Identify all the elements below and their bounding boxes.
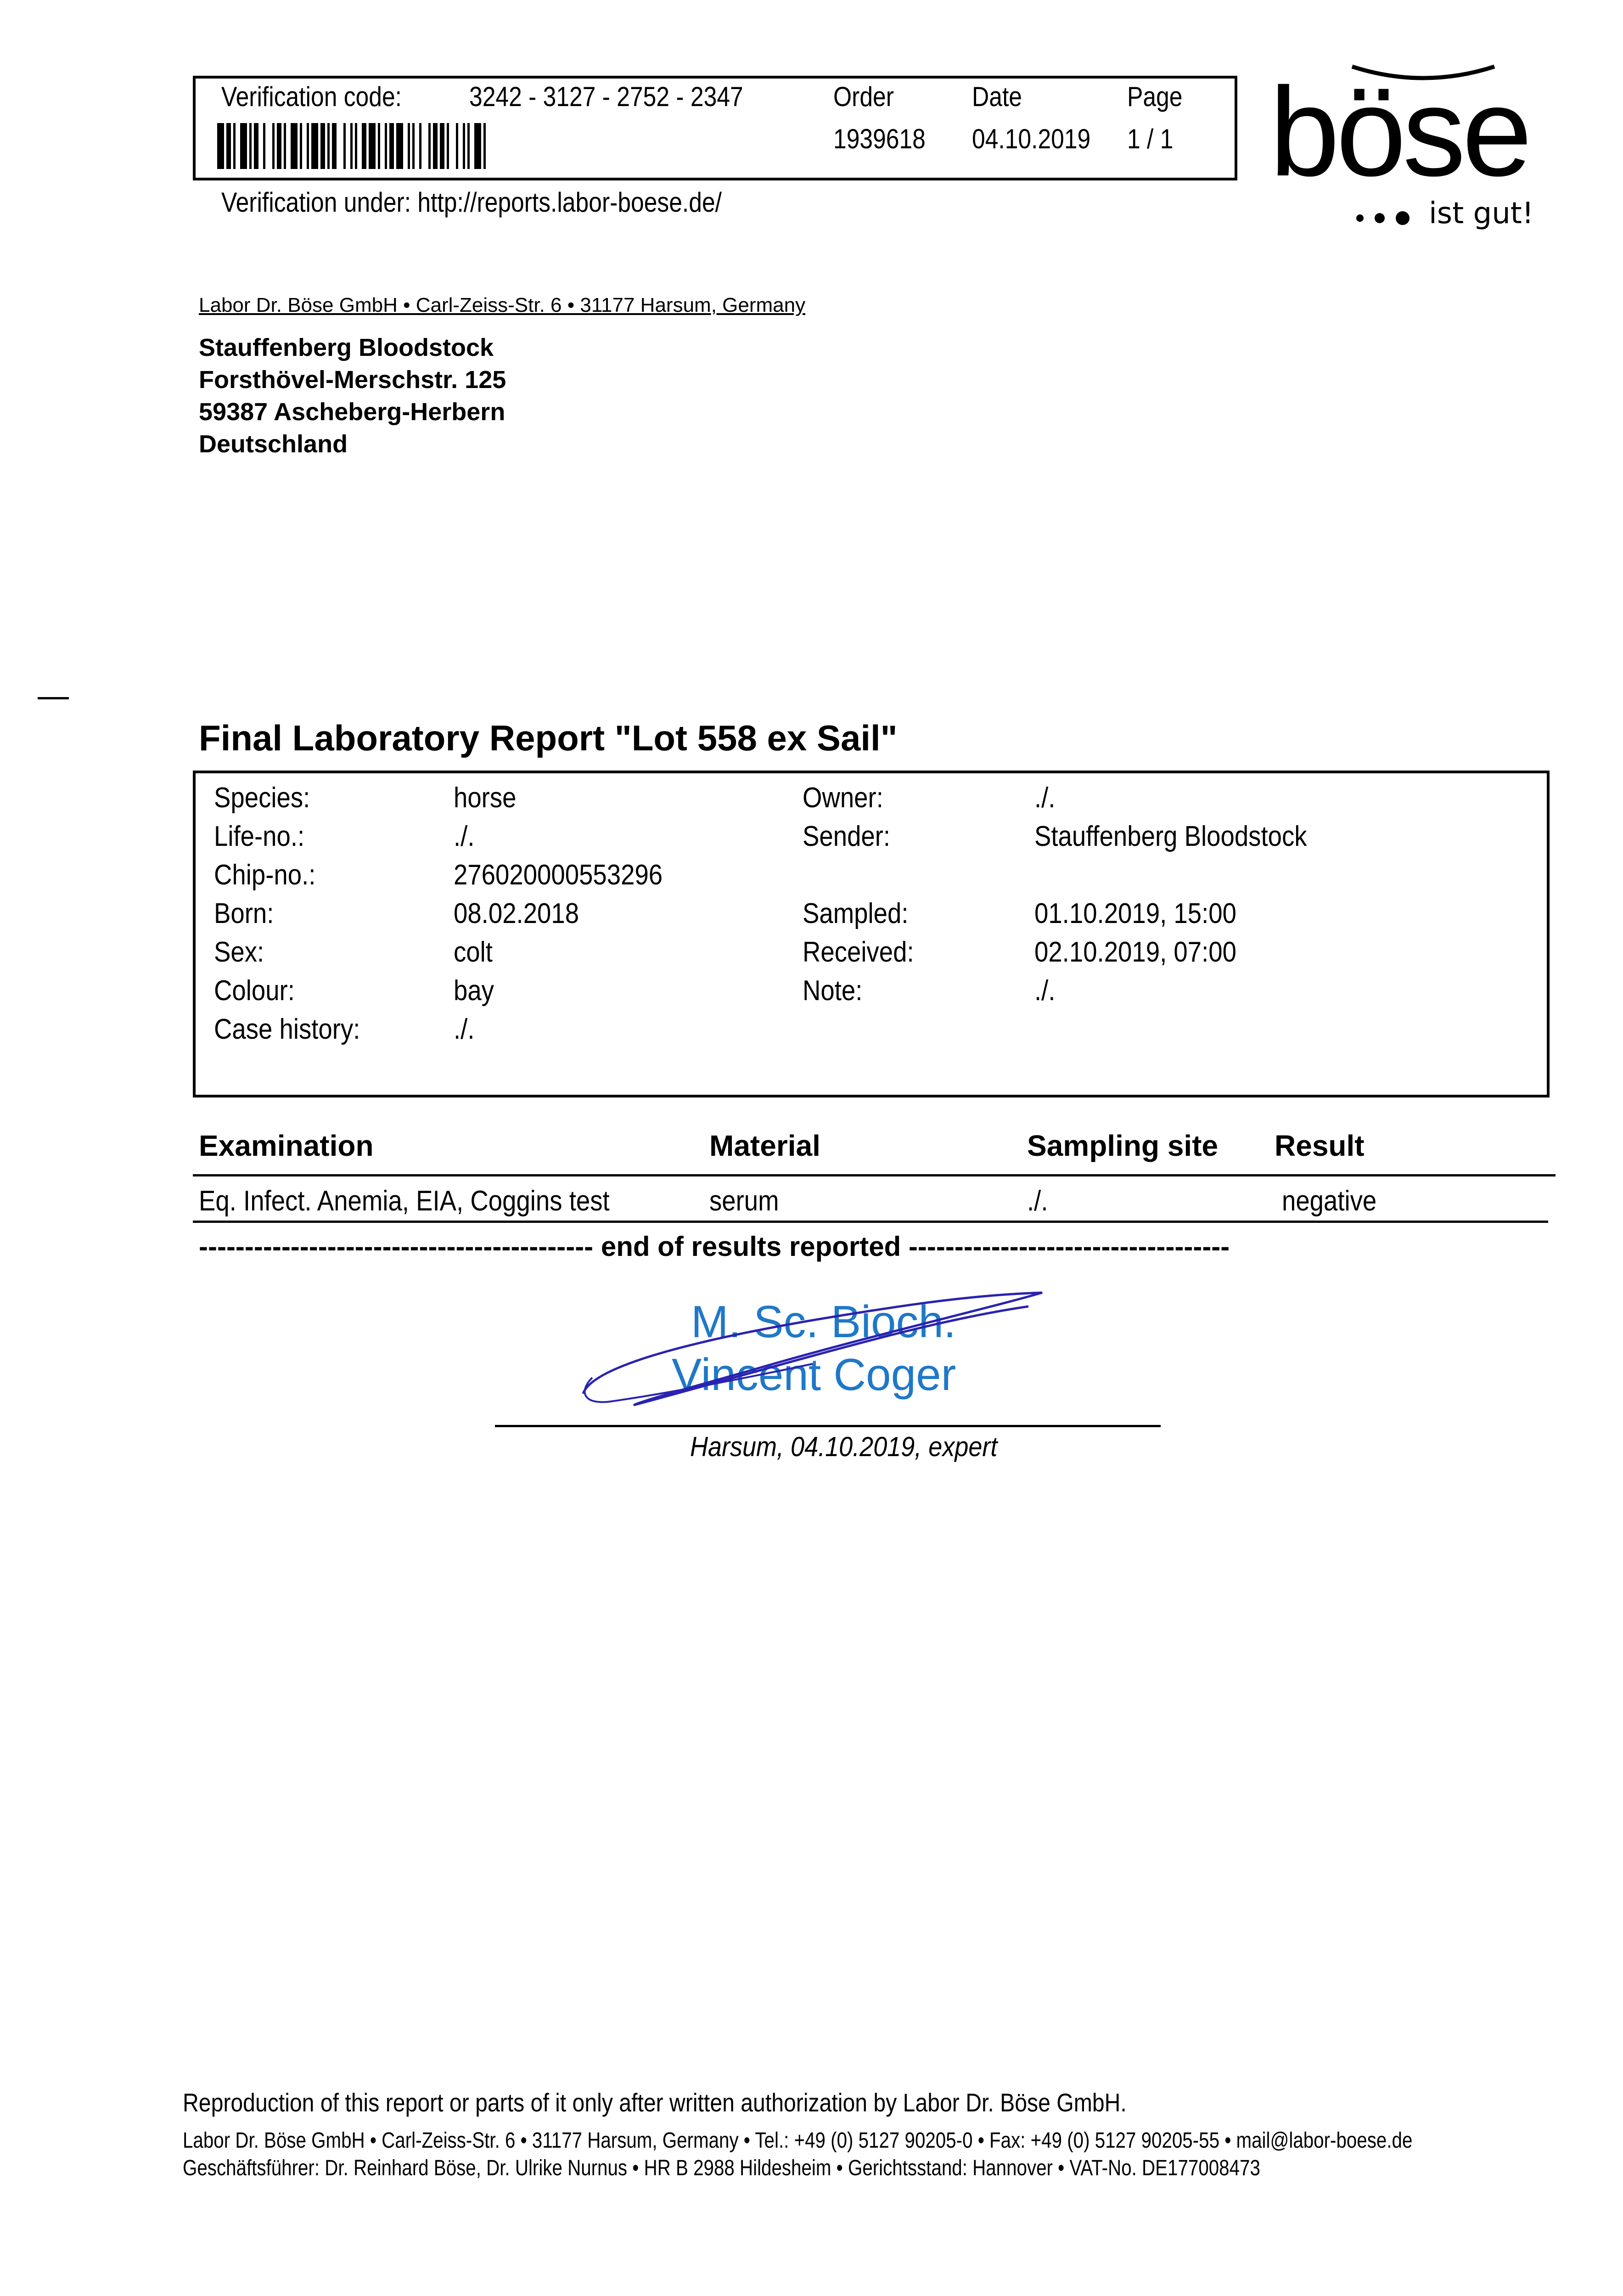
recipient-address: [199, 332, 506, 460]
born-value: 08.02.2018: [454, 898, 579, 929]
barcode-bar: [327, 123, 330, 169]
result-value: negative: [1282, 1185, 1377, 1217]
barcode-bar: [474, 123, 481, 169]
barcode-bar: [240, 123, 247, 169]
colour-value: bay: [454, 975, 494, 1007]
logo-wordmark: böse: [1269, 62, 1529, 203]
footer-registration: Geschäftsführer: Dr. Reinhard Böse, Dr. Ulrike Nurnus • HR B 2988 Hildesheim • Gerichtsstand: Hannover • VAT-No. DE177008473: [183, 2156, 1260, 2180]
born-label: Born:: [214, 898, 274, 929]
col-material: Material: [709, 1129, 820, 1162]
date-label: Date: [972, 81, 1022, 112]
col-result: Result: [1275, 1129, 1365, 1162]
signature-caption: Harsum, 04.10.2019, expert: [690, 1431, 998, 1462]
page-label: Page: [1127, 81, 1183, 112]
barcode: [217, 123, 557, 169]
order-label: Order: [833, 81, 894, 112]
logo-smile-icon: [1348, 62, 1499, 90]
barcode-bar: [433, 123, 438, 169]
owner-label: Owner:: [803, 782, 883, 814]
barcode-bar: [419, 123, 421, 169]
result-site: ./.: [1027, 1185, 1048, 1217]
barcode-bar: [217, 123, 224, 169]
barcode-bar: [233, 123, 236, 169]
sampled-label: Sampled:: [803, 898, 909, 929]
sample-info-box: [193, 771, 1550, 1097]
barcode-bar: [284, 123, 286, 169]
footer-reproduction-note: Reproduction of this report or parts of it only after written authorization by Labor Dr. Böse GmbH.: [183, 2088, 1127, 2117]
verification-code-label: Verification code:: [221, 81, 402, 112]
barcode-bar: [343, 123, 346, 169]
table-header-rule: [193, 1174, 1556, 1176]
case-history-label: Case history:: [214, 1013, 360, 1045]
col-examination: Examination: [199, 1129, 374, 1162]
barcode-bar: [440, 123, 444, 169]
barcode-bar: [467, 123, 470, 169]
sex-value: colt: [454, 936, 493, 968]
barcode-bar: [385, 123, 387, 169]
barcode-bar: [456, 123, 458, 169]
colour-label: Colour:: [214, 975, 295, 1007]
date-value: 04.10.2019: [972, 124, 1091, 154]
barcode-bar: [369, 123, 376, 169]
lifeno-label: Life-no.:: [214, 821, 305, 852]
barcode-bar: [272, 123, 275, 169]
verification-url: Verification under: http://reports.labor-boese.de/: [221, 187, 722, 218]
logo-dots-icon: [1354, 209, 1414, 227]
barcode-bar: [362, 123, 366, 169]
barcode-bar: [408, 123, 410, 169]
barcode-bar: [311, 123, 318, 169]
recipient-street: Forsthövel-Merschstr. 125: [199, 366, 506, 394]
barcode-bar: [226, 123, 231, 169]
sender-value: Stauffenberg Bloodstock: [1034, 821, 1307, 852]
case-history-value: ./.: [454, 1013, 475, 1045]
note-label: Note:: [803, 975, 863, 1007]
chipno-value: 276020000553296: [454, 859, 663, 891]
barcode-bar: [291, 123, 298, 169]
sender-return-address: Labor Dr. Böse GmbH • Carl-Zeiss-Str. 6 • 31177 Harsum, Germany: [199, 294, 806, 316]
barcode-bar: [254, 123, 258, 169]
barcode-bar: [307, 123, 309, 169]
barcode-bar: [463, 123, 465, 169]
owner-value: ./.: [1034, 782, 1056, 814]
barcode-bar: [483, 123, 486, 169]
logo-tagline: ist gut!: [1429, 197, 1534, 231]
footer-company-contact: Labor Dr. Böse GmbH • Carl-Zeiss-Str. 6 • 31177 Harsum, Germany • Tel.: +49 (0) 5127 90205-0 • Fax: +49 (0) 5127 90205-55 • mail@labor-boese.de: [183, 2128, 1413, 2153]
barcode-bar: [378, 123, 380, 169]
report-title: Final Laboratory Report "Lot 558 ex Sail": [199, 718, 898, 758]
recipient-country: Deutschland: [199, 430, 348, 458]
stamp-line-2: Vincent Coger: [672, 1349, 956, 1400]
result-examination: Eq. Infect. Anemia, EIA, Coggins test: [199, 1185, 610, 1217]
end-of-results: ------------------------------------------- end of results reported -----------------------------------: [199, 1231, 1230, 1262]
recipient-name: Stauffenberg Bloodstock: [199, 334, 494, 361]
barcode-bar: [300, 123, 302, 169]
lifeno-value: ./.: [454, 821, 475, 852]
col-sampling-site: Sampling site: [1027, 1129, 1219, 1162]
stamp-line-1: M. Sc. Bioch.: [691, 1296, 956, 1347]
barcode-bar: [389, 123, 394, 169]
barcode-bar: [412, 123, 415, 169]
barcode-bar: [277, 123, 281, 169]
sampled-value: 01.10.2019, 15:00: [1034, 898, 1236, 929]
page-value: 1 / 1: [1127, 124, 1174, 154]
chipno-label: Chip-no.:: [214, 859, 316, 891]
barcode-bar: [396, 123, 403, 169]
barcode-bar: [350, 123, 353, 169]
received-label: Received:: [803, 936, 914, 968]
species-label: Species:: [214, 782, 310, 814]
note-value: ./.: [1034, 975, 1056, 1007]
verification-code-value: 3242 - 3127 - 2752 - 2347: [469, 81, 743, 112]
barcode-bar: [249, 123, 252, 169]
result-material: serum: [709, 1185, 779, 1217]
sex-label: Sex:: [214, 936, 264, 968]
signature-line: [495, 1425, 1161, 1427]
barcode-bar: [263, 123, 265, 169]
sender-label: Sender:: [803, 821, 891, 852]
barcode-bar: [355, 123, 357, 169]
recipient-city: 59387 Ascheberg-Herbern: [199, 398, 505, 426]
received-value: 02.10.2019, 07:00: [1034, 936, 1236, 968]
barcode-bar: [320, 123, 325, 169]
species-value: horse: [454, 782, 517, 814]
fold-mark: [38, 697, 69, 699]
order-value: 1939618: [833, 124, 926, 154]
barcode-bar: [428, 123, 431, 169]
table-bottom-rule: [193, 1221, 1548, 1223]
signature-scribble: [574, 1281, 1056, 1419]
barcode-bar: [332, 123, 337, 169]
barcode-bar: [447, 123, 449, 169]
